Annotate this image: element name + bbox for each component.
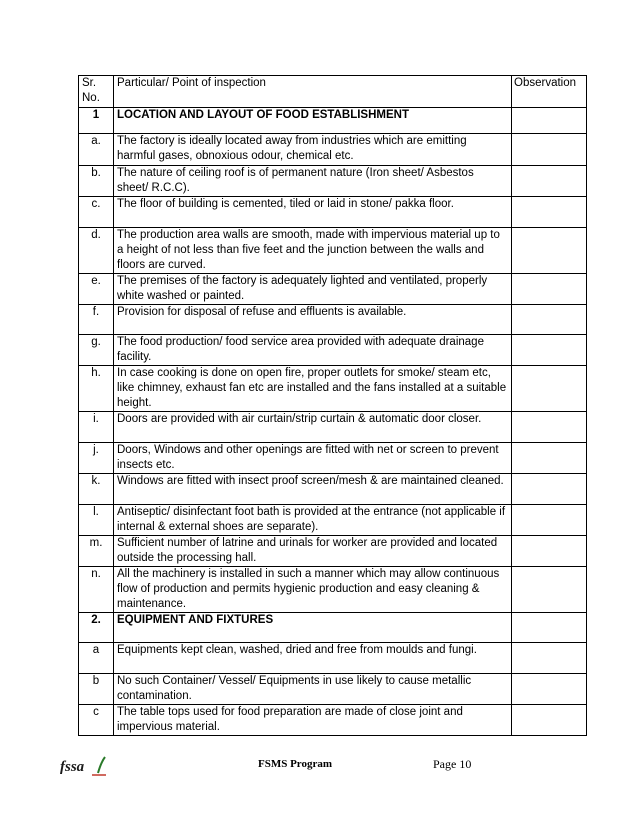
table-row xyxy=(79,443,587,474)
row-sr-no: i. xyxy=(79,412,114,443)
table-header-row xyxy=(79,76,587,108)
row-particular: In case cooking is done on open fire, proper outlets for smoke/ steam etc, like chimney, exhaust fan etc are installed and the fans installed at a suitable height. xyxy=(114,366,512,412)
table-row xyxy=(79,705,587,736)
row-sr-no: j. xyxy=(79,443,114,474)
row-particular: Doors, Windows and other openings are fitted with net or screen to prevent insects etc. xyxy=(114,443,512,474)
page-footer xyxy=(0,752,638,782)
row-observation xyxy=(512,536,587,567)
row-particular: No such Container/ Vessel/ Equipments in use likely to cause metallic contamination. xyxy=(114,674,512,705)
row-particular: Doors are provided with air curtain/strip curtain & automatic door closer. xyxy=(114,412,512,443)
header-sr-no: Sr. No. xyxy=(79,76,114,108)
section-row xyxy=(79,613,587,643)
row-sr-no: h. xyxy=(79,366,114,412)
section-row xyxy=(79,108,587,134)
table-row xyxy=(79,134,587,166)
row-sr-no: e. xyxy=(79,274,114,305)
footer-program: FSMS Program xyxy=(258,758,333,770)
row-particular: The food production/ food service area provided with adequate drainage facility. xyxy=(114,335,512,366)
row-particular: All the machinery is installed in such a manner which may allow continuous flow of production and permits hygienic production and easy cleaning & maintenance. xyxy=(114,567,512,613)
row-observation xyxy=(512,108,587,134)
row-sr-no: 1 xyxy=(79,108,114,134)
row-sr-no: a xyxy=(79,643,114,674)
table-row xyxy=(79,335,587,366)
row-particular: The floor of building is cemented, tiled or laid in stone/ pakka floor. xyxy=(114,197,512,228)
table-row xyxy=(79,305,587,335)
row-observation xyxy=(512,613,587,643)
table-row xyxy=(79,643,587,674)
row-sr-no: m. xyxy=(79,536,114,567)
row-observation xyxy=(512,705,587,736)
row-sr-no: g. xyxy=(79,335,114,366)
row-observation xyxy=(512,443,587,474)
row-sr-no: n. xyxy=(79,567,114,613)
row-observation xyxy=(512,166,587,197)
row-sr-no: k. xyxy=(79,474,114,505)
row-sr-no: l. xyxy=(79,505,114,536)
table-row xyxy=(79,505,587,536)
section-title: LOCATION AND LAYOUT OF FOOD ESTABLISHMENT xyxy=(114,108,512,134)
row-observation xyxy=(512,412,587,443)
row-observation xyxy=(512,134,587,166)
row-particular: The factory is ideally located away from industries which are emitting harmful gases, obnoxious odour, chemical etc. xyxy=(114,134,512,166)
row-sr-no: c xyxy=(79,705,114,736)
row-particular: The nature of ceiling roof is of permanent nature (Iron sheet/ Asbestos sheet/ R.C.C). xyxy=(114,166,512,197)
row-observation xyxy=(512,274,587,305)
table-row xyxy=(79,536,587,567)
row-particular: Sufficient number of latrine and urinals for worker are provided and located outside the processing hall. xyxy=(114,536,512,567)
table-row xyxy=(79,567,587,613)
row-particular: Equipments kept clean, washed, dried and free from moulds and fungi. xyxy=(114,643,512,674)
fssai-logo xyxy=(58,754,108,778)
row-sr-no: c. xyxy=(79,197,114,228)
row-sr-no: b xyxy=(79,674,114,705)
row-particular: Windows are fitted with insect proof screen/mesh & are maintained cleaned. xyxy=(114,474,512,505)
section-title: EQUIPMENT AND FIXTURES xyxy=(114,613,512,643)
row-particular: The production area walls are smooth, made with impervious material up to a height of not less than five feet and the junction between the walls and floors are curved. xyxy=(114,228,512,274)
table-row xyxy=(79,228,587,274)
row-observation xyxy=(512,305,587,335)
row-observation xyxy=(512,567,587,613)
table-row xyxy=(79,412,587,443)
row-sr-no: 2. xyxy=(79,613,114,643)
row-observation xyxy=(512,228,587,274)
row-observation xyxy=(512,335,587,366)
inspection-table xyxy=(78,75,587,736)
table-row xyxy=(79,197,587,228)
row-observation xyxy=(512,474,587,505)
row-observation xyxy=(512,197,587,228)
svg-text:fssa: fssa xyxy=(60,759,85,775)
table-row xyxy=(79,366,587,412)
row-particular: Antiseptic/ disinfectant foot bath is provided at the entrance (not applicable if internal & external shoes are separate). xyxy=(114,505,512,536)
footer-page-number: Page 10 xyxy=(433,757,472,771)
table-row xyxy=(79,166,587,197)
header-particular: Particular/ Point of inspection xyxy=(114,76,512,108)
row-particular: Provision for disposal of refuse and effluents is available. xyxy=(114,305,512,335)
row-particular: The premises of the factory is adequately lighted and ventilated, properly white washed or painted. xyxy=(114,274,512,305)
row-sr-no: f. xyxy=(79,305,114,335)
row-observation xyxy=(512,643,587,674)
table-row xyxy=(79,474,587,505)
header-observation: Observation xyxy=(512,76,587,108)
table-row xyxy=(79,674,587,705)
row-particular: The table tops used for food preparation are made of close joint and impervious material. xyxy=(114,705,512,736)
row-observation xyxy=(512,674,587,705)
row-sr-no: a. xyxy=(79,134,114,166)
row-observation xyxy=(512,366,587,412)
table-row xyxy=(79,274,587,305)
row-sr-no: d. xyxy=(79,228,114,274)
row-observation xyxy=(512,505,587,536)
row-sr-no: b. xyxy=(79,166,114,197)
